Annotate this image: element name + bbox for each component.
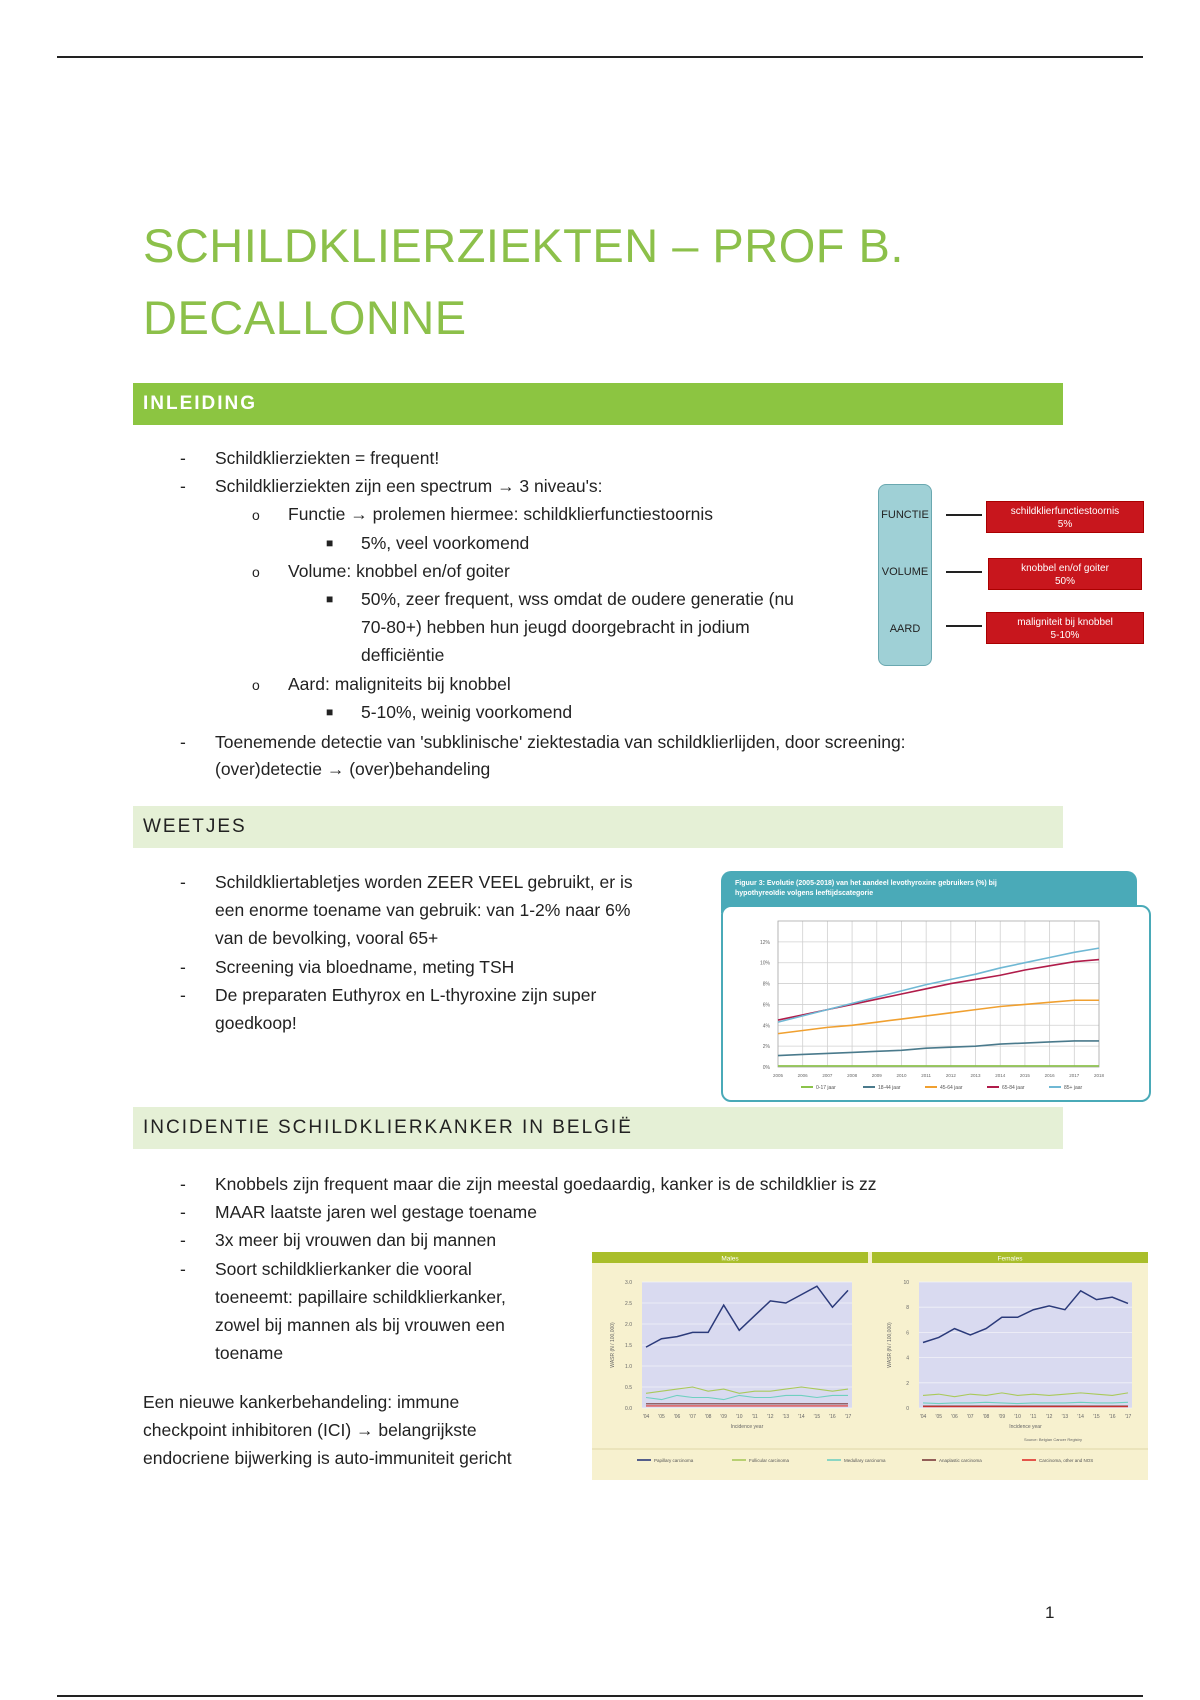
panel-title: Males: [721, 1255, 739, 1263]
x-tick-label: 2012: [945, 1073, 956, 1078]
x-tick-label: 2014: [995, 1073, 1006, 1078]
level-box-functie: schildklierfunctiestoornis 5%: [986, 501, 1144, 533]
y-axis-label: WASR (N / 100,000): [610, 1322, 616, 1368]
legend-label: 65-84 jaar: [1002, 1085, 1025, 1091]
y-tick-label: 2: [906, 1380, 909, 1387]
list-item: (over)detectie → (over)behandeling: [215, 759, 491, 779]
level-label-aard: AARD: [889, 623, 921, 635]
x-tick-label: 2015: [1019, 1073, 1030, 1078]
list-item: toename: [215, 1343, 284, 1363]
x-tick-label: '04: [919, 1414, 927, 1420]
x-tick-label: '15: [813, 1414, 821, 1420]
list-item: Schildklierziekten = frequent!: [215, 448, 440, 468]
list-item: Functie → prolemen hiermee: schildklierfunctiestoornis: [288, 504, 714, 524]
x-tick-label: '05: [658, 1414, 665, 1420]
x-tick-label: '08: [982, 1414, 990, 1420]
list-item: Schildklierziekten zijn een spectrum → 3 niveau's:: [215, 476, 603, 496]
legend-label: 18-44 jaar: [878, 1085, 901, 1091]
legend-label: Medullary carcinoma: [844, 1458, 886, 1463]
thyroid-cancer-incidence-chart: [592, 1252, 1148, 1480]
list-item: toeneemt: papillaire schildklierkanker,: [215, 1287, 506, 1307]
legend-label: Anaplastic carcinoma: [939, 1458, 982, 1463]
list-item: zowel bij mannen als bij vrouwen een: [215, 1315, 505, 1335]
x-tick-label: '15: [1093, 1414, 1100, 1420]
y-tick-label: 0.5: [625, 1385, 632, 1391]
section-header-weetjes: WEETJES: [133, 806, 1063, 848]
x-tick-label: '17: [1124, 1414, 1132, 1420]
x-tick-label: 2009: [871, 1073, 882, 1078]
level-label-volume: VOLUME: [881, 566, 929, 578]
list-item: 5-10%, weinig voorkomend: [361, 702, 573, 722]
x-tick-label: '06: [673, 1414, 681, 1420]
list-item: De preparaten Euthyrox en L-thyroxine zijn super: [215, 985, 597, 1005]
section-header-inleiding: INLEIDING: [133, 383, 1063, 425]
y-axis-label: WASR (N / 100,000): [887, 1322, 893, 1368]
plot-area: [778, 921, 1099, 1067]
y-tick-label: 3.0: [625, 1280, 632, 1286]
level-box-aard: maligniteit bij knobbel 5-10%: [986, 612, 1144, 644]
list-item: 3x meer bij vrouwen dan bij mannen: [215, 1230, 497, 1250]
x-tick-label: 2006: [797, 1073, 808, 1078]
list-item: 50%, zeer frequent, wss omdat de oudere generatie (nu: [361, 589, 794, 609]
y-tick-label: 4: [906, 1355, 909, 1362]
legend-label: 45-64 jaar: [940, 1085, 963, 1091]
x-tick-label: '10: [1014, 1414, 1021, 1420]
list-item: Screening via bloedname, meting TSH: [215, 957, 515, 977]
list-item: van de bevolking, vooral 65+: [215, 928, 439, 948]
y-tick-label: 0: [906, 1406, 909, 1412]
x-tick-label: '05: [935, 1414, 943, 1420]
level-label-functie: FUNCTIE: [881, 509, 929, 521]
x-tick-label: '04: [642, 1414, 650, 1420]
x-tick-label: 2017: [1069, 1073, 1080, 1078]
document-title: SCHILDKLIERZIEKTEN – PROF B. DECALLONNE: [143, 219, 904, 344]
x-tick-label: 2013: [970, 1073, 981, 1078]
x-tick-label: 2005: [772, 1073, 784, 1078]
panel-title: Females: [997, 1255, 1023, 1263]
y-tick-label: 2.0: [625, 1322, 632, 1328]
page-number: 1: [1045, 1603, 1055, 1622]
list-item: defficiëntie: [361, 645, 445, 665]
legend-label: 85+ jaar: [1064, 1085, 1083, 1091]
legend-label: 0-17 jaar: [816, 1085, 836, 1091]
y-tick-label: 6: [906, 1330, 909, 1337]
y-tick-label: 8%: [762, 981, 770, 988]
x-tick-label: 2016: [1044, 1073, 1055, 1078]
y-tick-label: 10: [903, 1280, 909, 1286]
x-tick-label: '16: [829, 1414, 836, 1420]
series-line: [778, 1000, 1099, 1033]
connector-line: [946, 571, 982, 573]
y-tick-label: 6%: [762, 1002, 770, 1009]
level-box-volume: knobbel en/of goiter 50%: [988, 558, 1142, 590]
y-tick-label: 0%: [762, 1065, 770, 1071]
list-item: 5%, veel voorkomend: [361, 533, 530, 553]
plot-area: [919, 1282, 1132, 1408]
y-tick-label: 8: [906, 1305, 909, 1312]
x-axis-label: Incidence year: [1009, 1424, 1042, 1430]
x-tick-label: '12: [767, 1414, 774, 1420]
list-item: Aard: maligniteits bij knobbel: [288, 674, 511, 694]
list-item: Toenemende detectie van 'subklinische' ziektestadia van schildklierlijden, door screening:: [215, 732, 906, 752]
x-tick-label: '17: [844, 1414, 852, 1420]
list-item: goedkoop!: [215, 1013, 297, 1033]
x-tick-label: 2008: [847, 1073, 858, 1078]
x-tick-label: 2018: [1093, 1073, 1105, 1078]
x-tick-label: '14: [798, 1414, 805, 1420]
series-line: [778, 948, 1099, 1022]
x-tick-label: '11: [1030, 1414, 1037, 1420]
y-tick-label: 10%: [759, 960, 770, 967]
list-item: Knobbels zijn frequent maar die zijn meestal goedaardig, kanker is de schildklier is zz: [215, 1174, 877, 1194]
y-tick-label: 4%: [762, 1023, 770, 1030]
y-tick-label: 2%: [762, 1044, 770, 1051]
source-label: Source: Belgian Cancer Registry: [1023, 1437, 1082, 1442]
x-tick-label: '12: [1045, 1414, 1053, 1420]
connector-line: [946, 514, 982, 516]
y-tick-label: 1.0: [625, 1364, 632, 1370]
y-tick-label: 0.0: [625, 1406, 632, 1412]
chart1-title: Figuur 3: Evolutie (2005-2018) van het aandeel levothyroxine gebruikers (%) bij hypothyreoïdie volgens leeftijdscategorie: [735, 880, 997, 897]
levothyroxine-usage-chart: [721, 905, 1151, 1102]
header-rule: [57, 56, 1143, 58]
legend-label: Carcinoma, other and NOS: [1039, 1458, 1094, 1463]
x-tick-label: '16: [1108, 1414, 1116, 1420]
x-tick-label: '13: [1061, 1414, 1069, 1420]
x-tick-label: '09: [720, 1414, 727, 1420]
x-tick-label: 2011: [921, 1073, 931, 1078]
list-item: MAAR laatste jaren wel gestage toename: [215, 1202, 537, 1222]
list-item: een enorme toename van gebruik: van 1-2% naar 6%: [215, 900, 631, 920]
x-tick-label: '13: [782, 1414, 790, 1420]
x-tick-label: 2007: [822, 1073, 833, 1078]
section-header-incidentie: INCIDENTIE SCHILDKLIERKANKER IN BELGIË: [133, 1107, 1063, 1149]
y-tick-label: 2.5: [625, 1301, 632, 1307]
x-tick-label: '11: [751, 1414, 758, 1420]
list-item: Volume: knobbel en/of goiter: [288, 561, 510, 581]
list-item: Soort schildklierkanker die vooral: [215, 1259, 472, 1279]
list-item: 70-80+) hebben hun jeugd doorgebracht in jodium: [361, 617, 750, 637]
x-axis-label: Incidence year: [730, 1424, 764, 1430]
legend-label: Papillary carcinoma: [654, 1458, 694, 1463]
series-line: [778, 1041, 1099, 1056]
x-tick-label: '10: [735, 1414, 743, 1420]
x-tick-label: '07: [967, 1414, 974, 1420]
x-tick-label: '07: [689, 1414, 696, 1420]
x-tick-label: '06: [951, 1414, 958, 1420]
series-line: [778, 960, 1099, 1020]
x-tick-label: '08: [704, 1414, 712, 1420]
x-tick-label: '14: [1077, 1414, 1084, 1420]
x-tick-label: 2010: [896, 1073, 907, 1078]
y-tick-label: 12%: [759, 939, 770, 946]
y-tick-label: 1.5: [625, 1343, 632, 1349]
x-tick-label: '09: [998, 1414, 1006, 1420]
legend-label: Follicular carcinoma: [749, 1458, 790, 1463]
connector-line: [946, 625, 982, 627]
list-item: Schildkliertabletjes worden ZEER VEEL gebruikt, er is: [215, 872, 633, 892]
footer-rule: [57, 1695, 1143, 1697]
